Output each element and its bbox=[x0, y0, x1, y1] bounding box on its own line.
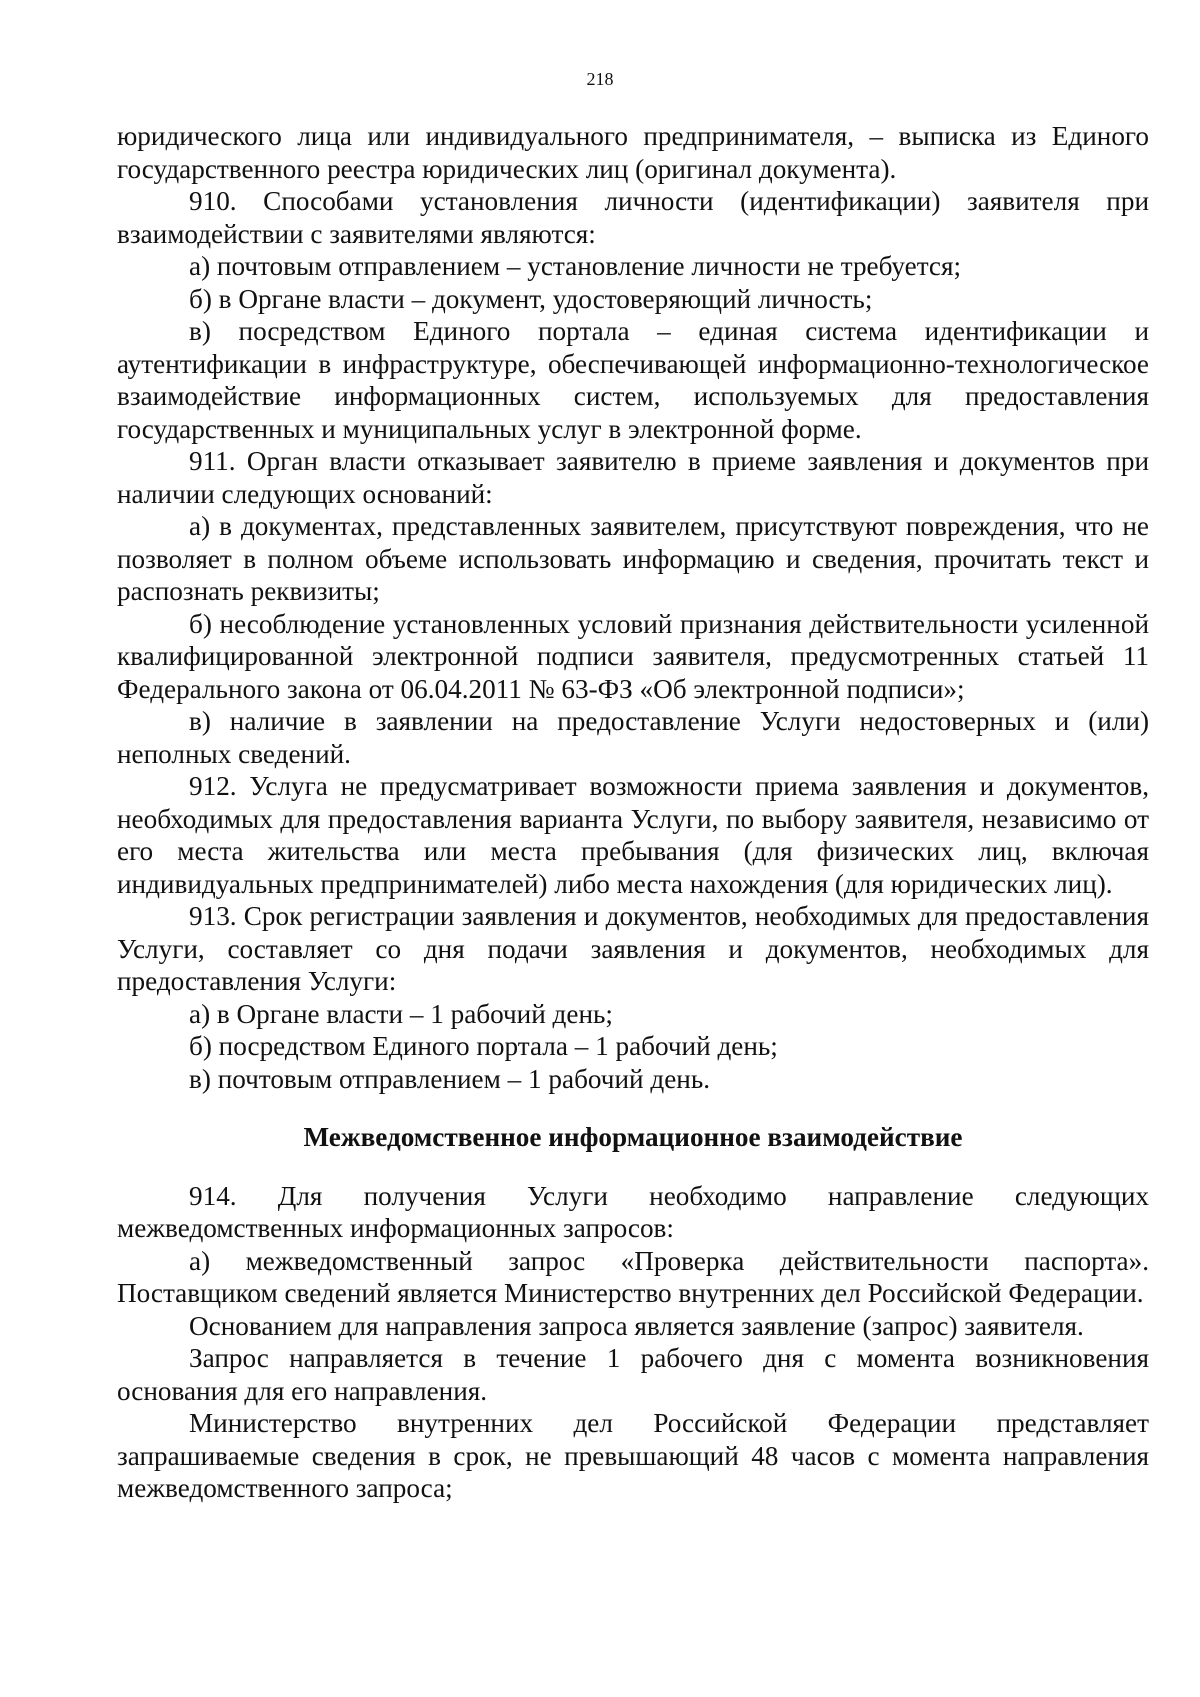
paragraph-910: 910. Способами установления личности (идентификации) заявителя при взаимодействии с заявителями являются: bbox=[117, 186, 1149, 249]
page-number: 218 bbox=[586, 69, 614, 89]
paragraph: Запрос направляется в течение 1 рабочего дня с момента возникновения основания для его направления. bbox=[117, 1343, 1149, 1406]
list-item: в) посредством Единого портала – единая система идентификации и аутентификации в инфраструктуре, обеспечивающей информационно-технологическое взаимодействие информационных систем, используемых для предоставления государственных и муниципальных услуг в электронной форме. bbox=[117, 316, 1149, 444]
list-item: в) наличие в заявлении на предоставление Услуги недостоверных и (или) неполных сведений. bbox=[117, 706, 1149, 769]
paragraph: Основанием для направления запроса является заявление (запрос) заявителя. bbox=[189, 1310, 1084, 1341]
paragraph-912: 912. Услуга не предусматривает возможности приема заявления и документов, необходимых для предоставления варианта Услуги, по выбору заявителя, независимо от его места жительства или места пребывания (для физических лиц, включая индивидуальных предпринимателей) либо места нахождения (для юридических лиц). bbox=[117, 771, 1149, 899]
list-item: а) почтовым отправлением – установление личности не требуется; bbox=[189, 251, 962, 281]
paragraph-913: 913. Срок регистрации заявления и документов, необходимых для предоставления Услуги, составляет со дня подачи заявления и документов, необходимых для предоставления Услуги: bbox=[117, 901, 1149, 996]
paragraph-914: 914. Для получения Услуги необходимо направление следующих межведомственных информационных запросов: bbox=[117, 1180, 1149, 1243]
document-body bbox=[117, 120, 1149, 1505]
list-item: б) посредством Единого портала – 1 рабочий день; bbox=[189, 1031, 778, 1061]
list-item: б) в Органе власти – документ, удостоверяющий личность; bbox=[189, 283, 873, 314]
list-item: а) в Органе власти – 1 рабочий день; bbox=[189, 998, 613, 1029]
paragraph: юридического лица или индивидуального предпринимателя, – выписка из Единого государственного реестра юридических лиц (оригинал документа). bbox=[117, 121, 1149, 184]
paragraph-911: 911. Орган власти отказывает заявителю в приеме заявления и документов при наличии следующих оснований: bbox=[117, 446, 1149, 509]
section-heading: Межведомственное информационное взаимодействие bbox=[303, 1122, 963, 1152]
paragraph: Министерство внутренних дел Российской Федерации представляет запрашиваемые сведения в срок, не превышающий 48 часов с момента направления межведомственного запроса; bbox=[117, 1408, 1149, 1503]
list-item: а) межведомственный запрос «Проверка действительности паспорта». Поставщиком сведений является Министерство внутренних дел Российской Федерации. bbox=[117, 1245, 1149, 1308]
list-item: а) в документах, представленных заявителем, присутствуют повреждения, что не позволяет в полном объеме использовать информацию и сведения, прочитать текст и распознать реквизиты; bbox=[117, 511, 1149, 606]
list-item: в) почтовым отправлением – 1 рабочий день. bbox=[189, 1063, 711, 1094]
list-item: б) несоблюдение установленных условий признания действительности усиленной квалифицированной электронной подписи заявителя, предусмотренных статьей 11 Федерального закона от 06.04.2011 № 63-ФЗ «Об электронной подписи»; bbox=[117, 608, 1149, 704]
